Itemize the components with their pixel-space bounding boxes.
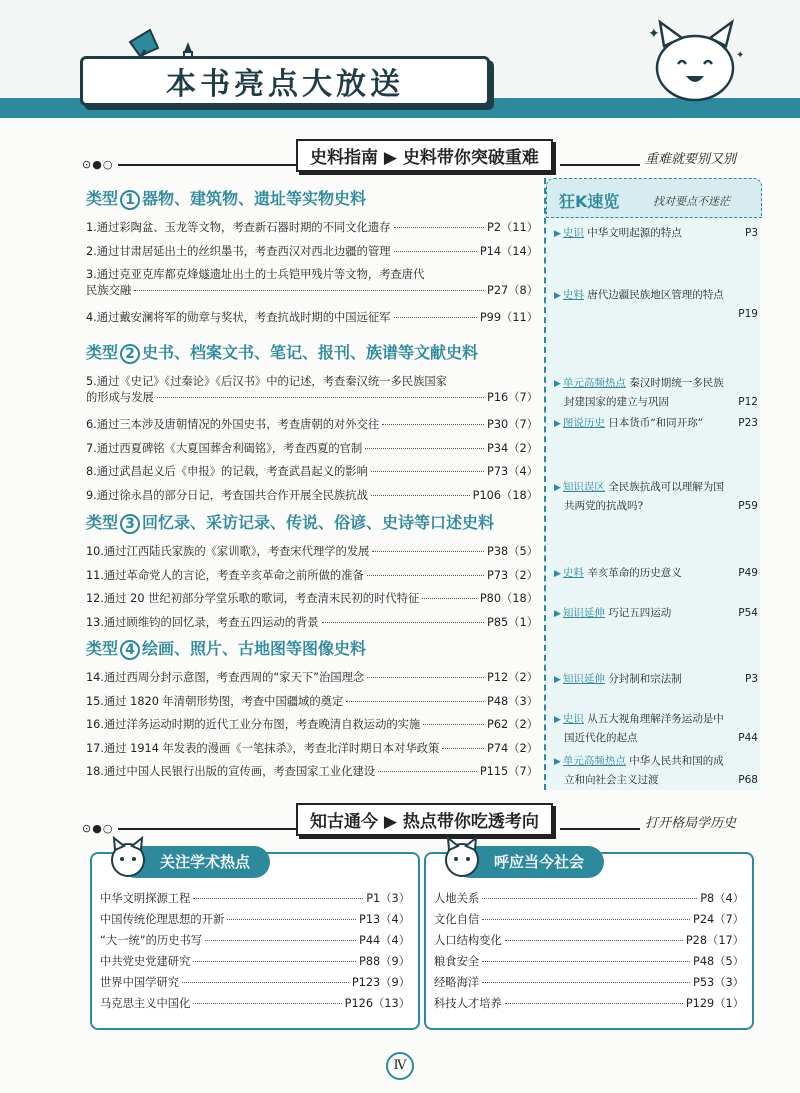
page-reference: P62（2） — [487, 718, 538, 732]
arrow-icon: ▶ — [554, 715, 561, 725]
entry-text: 8.通过武昌起义后《申报》的记载，考查武昌起义的影响 — [86, 465, 368, 479]
box-title-text: 关注学术热点 — [160, 853, 251, 871]
quick-view-item — [554, 752, 758, 789]
page-reference: P99（11） — [479, 311, 538, 325]
dot-leader — [382, 424, 484, 425]
quick-view-item — [554, 414, 758, 433]
topic-row — [100, 972, 410, 993]
quick-view-tag: 单元高频热点 — [562, 377, 626, 389]
guide-entry — [86, 310, 538, 326]
arrow-icon: ▶ — [554, 569, 561, 579]
quick-view-tag: 知识误区 — [562, 481, 605, 493]
quick-view-tag: 史识 — [562, 713, 584, 725]
dot-leader — [442, 748, 484, 749]
topic-row — [434, 972, 744, 993]
type-number-badge: 4 — [120, 640, 140, 660]
page-reference: P85（1） — [487, 615, 538, 629]
quick-view-text: 共两党的抗战吗? — [564, 500, 644, 512]
page-reference: P14（14） — [479, 244, 538, 258]
page-reference: P3 — [744, 227, 758, 239]
topic-text: 中国传统伦理思想的开新 — [100, 913, 225, 926]
entry-text: 11.通过革命党人的言论，考查辛亥革命之前所做的准备 — [86, 568, 364, 582]
topic-text: 人地关系 — [434, 892, 480, 905]
section-slogan: 打开格局学历史 — [645, 816, 737, 831]
dot-leader — [371, 495, 470, 496]
topic-text: 粮食安全 — [434, 955, 480, 968]
arrow-icon: ▶ — [554, 675, 561, 685]
arrow-icon: ▶ — [554, 229, 561, 239]
page-reference: P28（17） — [685, 934, 744, 947]
dot-leader — [423, 724, 484, 725]
quick-view-slogan: 找对要点不迷茫 — [653, 195, 730, 208]
cat-mascot-icon — [440, 836, 484, 880]
quick-view-item — [554, 478, 758, 515]
type-number-badge: 3 — [120, 514, 140, 534]
topic-row — [100, 909, 410, 930]
page-reference: P49 — [738, 567, 758, 579]
dot-leader — [367, 575, 484, 576]
quick-view-text: 秦汉时期统一多民族 — [629, 377, 724, 389]
quick-view-tag: 知识延伸 — [562, 607, 605, 619]
quick-view-text: 封建国家的建立与巩固 — [564, 396, 669, 408]
section-divider — [560, 828, 640, 830]
page-reference: P23 — [738, 417, 758, 429]
topic-text: 马克思主义中国化 — [100, 997, 191, 1010]
dot-leader — [367, 677, 484, 678]
guide-entry — [86, 670, 538, 686]
page-reference: P44 — [738, 732, 758, 744]
page-reference: P34（2） — [487, 441, 538, 455]
page-number: Ⅳ — [386, 1052, 414, 1080]
page-reference: P106（18） — [472, 488, 538, 502]
dot-leader — [394, 317, 477, 318]
type-title: 器物、建筑物、遗址等实物史料 — [142, 189, 367, 208]
section-title: 知古通今 ▶ 热点带你吃透考向 — [296, 803, 553, 836]
quick-view-tag: 史料 — [562, 567, 584, 579]
guide-entry — [86, 374, 538, 406]
type-prefix: 类型 — [86, 639, 119, 658]
entry-text: 10.通过江西陆氏家族的《家训歌》，考查宋代理学的发展 — [86, 545, 370, 558]
guide-entry — [86, 417, 538, 433]
entry-text: 4.通过戴安澜将军的勋章与奖状，考查抗战时期的中国远征军 — [86, 311, 391, 325]
dot-leader — [505, 1003, 683, 1004]
topic-row — [434, 993, 744, 1014]
quick-view-text: 辛亥革命的历史意义 — [587, 567, 682, 579]
guide-entry — [86, 464, 538, 480]
type-title: 史书、档案文书、笔记、报刊、族谱等文献史料 — [142, 343, 479, 362]
guide-entry — [86, 220, 538, 236]
quick-view-item — [554, 604, 758, 623]
svg-text:✦: ✦ — [736, 50, 745, 61]
dot-leader — [482, 898, 697, 899]
topic-text: 中华文明探源工程 — [100, 892, 191, 905]
page-reference: P123（9） — [351, 976, 410, 989]
quick-view-text: 巧记五四运动 — [608, 607, 672, 619]
section-divider — [560, 164, 640, 166]
dot-leader — [182, 982, 349, 983]
quick-view-header — [546, 178, 762, 218]
topic-text: 科技人才培养 — [434, 997, 502, 1010]
topic-row — [100, 888, 410, 909]
dot-leader — [378, 771, 477, 772]
page-reference: P88（9） — [359, 955, 410, 968]
quick-view-item — [554, 286, 758, 323]
quick-view-text: 立和向社会主义过渡 — [564, 774, 659, 786]
entry-text: 3.通过克亚克库都克烽燧遗址出土的士兵铠甲残片等文物，考查唐代 — [86, 268, 425, 282]
quick-view-tag: 史识 — [562, 227, 584, 239]
type-heading — [86, 510, 494, 534]
society-topics-box — [424, 852, 754, 1030]
dot-leader — [205, 940, 356, 941]
arrow-icon: ▶ — [554, 379, 561, 389]
quick-view-title: 狂K速览 — [559, 192, 620, 211]
entry-text: 7.通过西夏碑铭《大夏国葬舍利碣铭》，考查西夏的官制 — [86, 441, 363, 455]
box-title-text: 呼应当今社会 — [494, 853, 585, 871]
quick-view-panel — [544, 178, 760, 790]
guide-entry — [86, 441, 538, 457]
entry-text: 民族交融 — [86, 284, 132, 298]
page-reference: P68 — [738, 774, 758, 786]
page-reference: P48（5） — [693, 955, 744, 968]
dot-leader — [372, 551, 484, 552]
page-reference: P44（4） — [359, 934, 410, 947]
quick-view-text: 国近代化的起点 — [564, 732, 638, 744]
page-reference: P54 — [738, 607, 758, 619]
quick-view-text: 中华文明起源的特点 — [587, 227, 682, 239]
dot-leader — [193, 898, 363, 899]
quick-view-tag: 史料 — [562, 289, 584, 301]
page-reference: P30（7） — [487, 418, 538, 431]
topic-text: “大一统”的历史书写 — [100, 934, 203, 947]
guide-entry — [86, 591, 538, 607]
arrow-icon: ▶ — [554, 291, 561, 301]
decorative-dots: ⊙●○ — [82, 158, 114, 171]
topic-text: 文化自信 — [434, 913, 480, 926]
section-header-trends — [296, 804, 553, 834]
type-prefix: 类型 — [86, 513, 119, 532]
dot-leader — [505, 940, 683, 941]
entry-text: 16.通过洋务运动时期的近代工业分布图，考查晚清自救运动的实施 — [86, 718, 421, 732]
type-number-badge: 2 — [120, 344, 140, 364]
quick-view-tag: 图说历史 — [562, 417, 605, 429]
quick-view-tag: 单元高频热点 — [562, 755, 626, 767]
page-reference: P48（3） — [487, 694, 538, 708]
quick-view-tag: 知识延伸 — [562, 673, 605, 685]
quick-view-item — [554, 564, 758, 583]
entry-text: 18.通过中国人民银行出版的宣传画，考查国家工业化建设 — [86, 765, 376, 779]
dot-leader — [482, 919, 690, 920]
page-reference: P12 — [738, 396, 758, 408]
topic-row — [100, 951, 410, 972]
dot-leader — [422, 598, 477, 599]
topic-row — [100, 993, 410, 1014]
dot-leader — [371, 471, 484, 472]
quick-view-item — [554, 224, 758, 243]
topic-text: 人口结构变化 — [434, 934, 502, 947]
type-title: 回忆录、采访记录、传说、俗谚、史诗等口述史料 — [142, 513, 495, 532]
page-reference: P74（2） — [487, 741, 538, 755]
guide-entry — [86, 694, 538, 710]
entry-text: 14.通过西周分封示意图，考查西周的“家天下”治国理念 — [86, 671, 365, 684]
entry-text: 1.通过彩陶盆、玉龙等文物，考查新石器时期的不同文化遗存 — [86, 221, 391, 234]
topic-row — [434, 909, 744, 930]
guide-entry — [86, 267, 538, 299]
section-divider — [118, 828, 296, 830]
box-title — [454, 846, 604, 878]
dot-leader — [193, 961, 356, 962]
page-reference: P27（8） — [487, 284, 538, 298]
decorative-dots: ⊙●○ — [82, 822, 114, 835]
dot-leader — [482, 961, 690, 962]
topic-row — [434, 930, 744, 951]
svg-text:✦: ✦ — [648, 26, 660, 42]
quick-view-item — [554, 374, 758, 411]
dot-leader — [193, 1003, 341, 1004]
page-header — [0, 0, 800, 118]
section-header-guide — [296, 140, 553, 170]
quick-view-text: 分封制和宗法制 — [608, 673, 682, 685]
page-reference: P2（11） — [487, 221, 538, 234]
page-reference: P73（4） — [487, 465, 538, 479]
section-slogan: 重难就要别又别 — [645, 152, 737, 167]
page-reference: P38（5） — [487, 545, 538, 558]
page-reference: P53（3） — [693, 976, 744, 989]
topic-row — [434, 888, 744, 909]
box-title — [120, 846, 270, 878]
page-reference: P126（13） — [344, 997, 410, 1010]
dot-leader — [322, 622, 484, 623]
type-title: 绘画、照片、古地图等图像史料 — [142, 639, 367, 658]
topic-text: 世界中国学研究 — [100, 976, 180, 989]
topic-text: 经略海洋 — [434, 976, 480, 989]
quick-view-text: 中华人民共和国的成 — [629, 755, 724, 767]
entry-text: 15.通过 1820 年清朝形势图，考查中国疆域的奠定 — [86, 694, 344, 708]
page-title: 本书亮点大放送 — [166, 67, 404, 102]
entry-text: 12.通过 20 世纪初部分学堂乐歌的歌词，考查清末民初的时代特征 — [86, 592, 420, 606]
entry-text: 5.通过《史记》《过秦论》《后汉书》中的记述，考查秦汉统一多民族国家 — [86, 375, 447, 388]
guide-entry — [86, 741, 538, 757]
arrow-icon: ▶ — [554, 609, 561, 619]
page-reference: P19 — [738, 308, 758, 320]
entry-text: 6.通过三本涉及唐朝情况的外国史书，考查唐朝的对外交往 — [86, 418, 380, 431]
page-reference: P129（1） — [685, 997, 744, 1010]
topic-row — [100, 930, 410, 951]
arrow-icon: ▶ — [554, 757, 561, 767]
type-number-badge: 1 — [120, 190, 140, 210]
dot-leader — [394, 251, 477, 252]
type-heading — [86, 186, 366, 210]
page-reference: P8（4） — [700, 892, 744, 905]
academic-hotspots-box — [90, 852, 420, 1030]
page-reference: P115（7） — [479, 765, 538, 779]
quick-view-item — [554, 670, 758, 689]
entry-text: 9.通过徐永昌的部分日记，考查国共合作开展全民族抗战 — [86, 488, 368, 502]
entry-text: 2.通过甘肃居延出土的丝织墨书，考查西汉对西北边疆的管理 — [86, 244, 391, 258]
arrow-icon: ▶ — [554, 483, 561, 493]
quick-view-item — [554, 710, 758, 747]
quick-view-text: 从五大视角理解洋务运动是中 — [587, 713, 724, 725]
section-title: 史料指南 ▶ 史料带你突破重难 — [296, 139, 553, 172]
section-divider — [118, 164, 296, 166]
guide-entry — [86, 568, 538, 584]
guide-entry — [86, 615, 538, 631]
entry-text: 17.通过 1914 年发表的漫画《一笔抹杀》，考查北洋时期日本对华政策 — [86, 741, 440, 755]
type-prefix: 类型 — [86, 189, 119, 208]
dot-leader — [394, 227, 485, 228]
entry-text: 的形成与发展 — [86, 391, 154, 404]
cat-mascot-icon — [106, 836, 150, 880]
dot-leader — [157, 397, 484, 398]
guide-entry — [86, 488, 538, 504]
page-reference: P73（2） — [487, 568, 538, 582]
type-prefix: 类型 — [86, 343, 119, 362]
type-heading — [86, 636, 366, 660]
page-reference: P3 — [744, 673, 758, 685]
quick-view-text: 唐代边疆民族地区管理的特点 — [587, 289, 724, 301]
guide-entry — [86, 244, 538, 260]
dot-leader — [346, 701, 484, 702]
dot-leader — [134, 290, 484, 291]
guide-entry — [86, 764, 538, 780]
guide-entry — [86, 717, 538, 733]
type-heading — [86, 340, 478, 364]
entry-text: 13.通过顾维钧的回忆录，考查五四运动的背景 — [86, 615, 319, 629]
page-reference: P1（3） — [366, 892, 410, 905]
page-title-box — [80, 56, 490, 106]
dot-leader — [482, 982, 690, 983]
cat-mascot-icon — [640, 8, 750, 108]
page-reference: P24（7） — [693, 913, 744, 926]
arrow-icon: ▶ — [554, 419, 561, 429]
quick-view-text: 日本货币“和同开珎” — [608, 417, 704, 429]
page-reference: P80（18） — [479, 592, 538, 606]
page-reference: P59 — [738, 500, 758, 512]
topic-text: 中共党史党建研究 — [100, 955, 191, 968]
dot-leader — [365, 448, 484, 449]
topic-row — [434, 951, 744, 972]
dot-leader — [227, 919, 356, 920]
page-reference: P12（2） — [487, 671, 538, 684]
page-reference: P13（4） — [359, 913, 410, 926]
page-reference: P16（7） — [487, 391, 538, 404]
quick-view-text: 全民族抗战可以理解为国 — [608, 481, 724, 493]
guide-entry — [86, 544, 538, 560]
